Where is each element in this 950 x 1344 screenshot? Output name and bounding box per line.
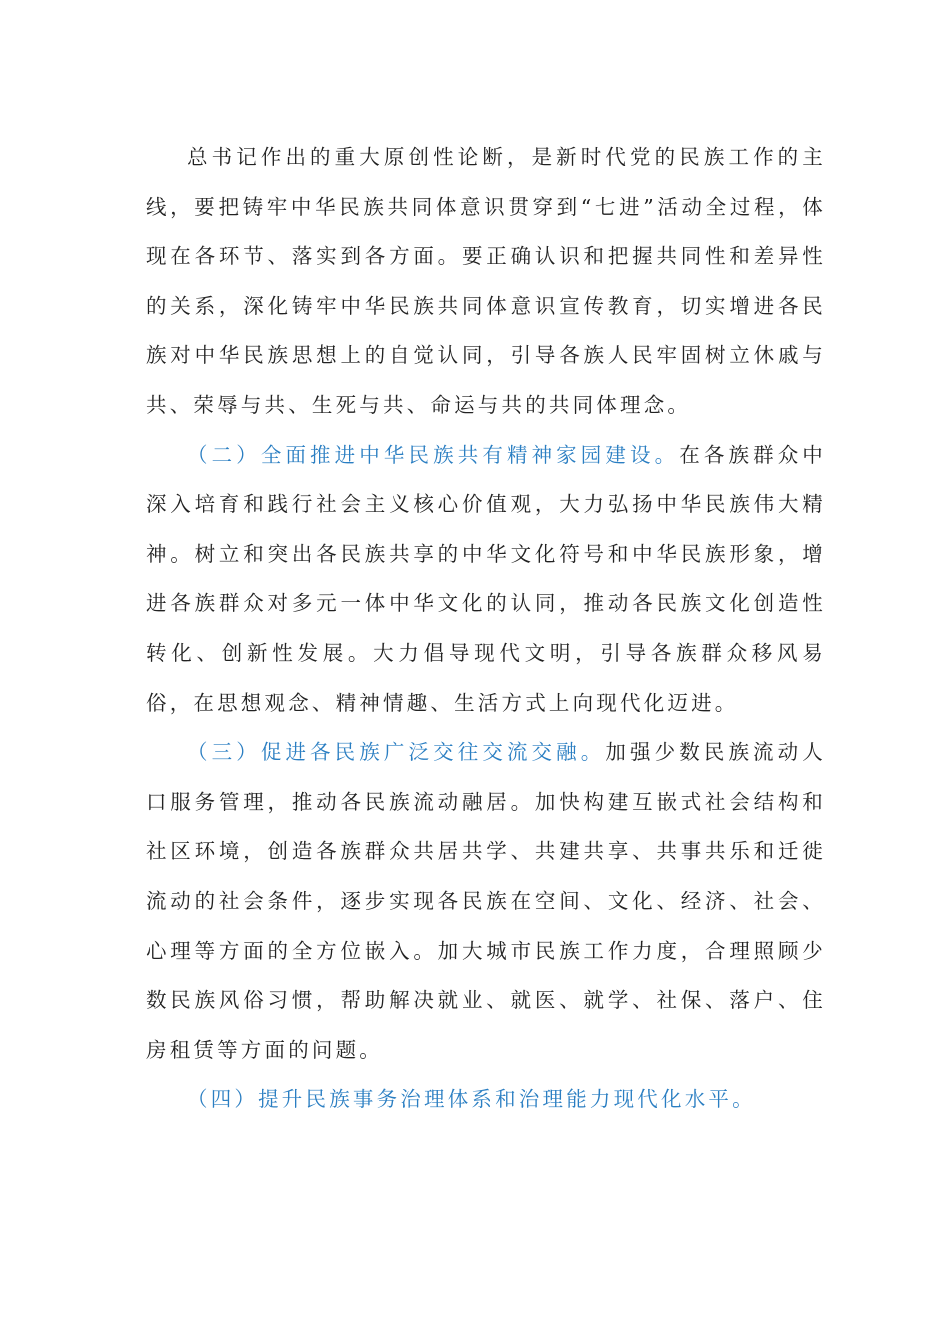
section-4-heading: （四）提升民族事务治理体系和治理能力现代化水平。 [187,1087,756,1112]
paragraph-3 [146,728,826,1075]
document-body [146,133,826,1125]
section-3-heading: （三）促进各民族广泛交往交流交融。 [187,740,606,765]
paragraph-2-text: 在各族群众中深入培育和践行社会主义核心价值观，大力弘扬中华民族伟大精神。树立和突出各民族共享的中华文化符号和中华民族形象，增进各族群众对多元一体中华文化的认同，推动各民族文化创造性转化、创新性发展。大力倡导现代文明，引导各族群众移风易俗，在思想观念、精神情趣、生活方式上向现代化迈进。 [146,442,827,715]
paragraph-2 [146,431,826,729]
paragraph-1-text: 总书记作出的重大原创性论断，是新时代党的民族工作的主线，要把铸牢中华民族共同体意识贯穿到“七进”活动全过程，体现在各环节、落实到各方面。要正确认识和把握共同性和差异性的关系，深化铸牢中华民族共同体意识宣传教育，切实增进各民族对中华民族思想上的自觉认同，引导各族人民牢固树立休戚与共、荣辱与共、生死与共、命运与共的共同体理念。 [146,145,826,417]
section-2-heading: （二）全面推进中华民族共有精神家园建设。 [187,442,680,467]
paragraph-1 [146,133,826,431]
paragraph-3-text: 加强少数民族流动人口服务管理，推动各民族流动融居。加快构建互嵌式社会结构和社区环境，创造各族群众共居共学、共建共享、共事共乐和迁徙流动的社会条件，逐步实现各民族在空间、文化、经济、社会、心理等方面的全方位嵌入。加大城市民族工作力度，合理照顾少数民族风俗习惯，帮助解决就业、就医、就学、社保、落户、住房租赁等方面的问题。 [146,740,826,1062]
paragraph-4 [146,1075,826,1125]
